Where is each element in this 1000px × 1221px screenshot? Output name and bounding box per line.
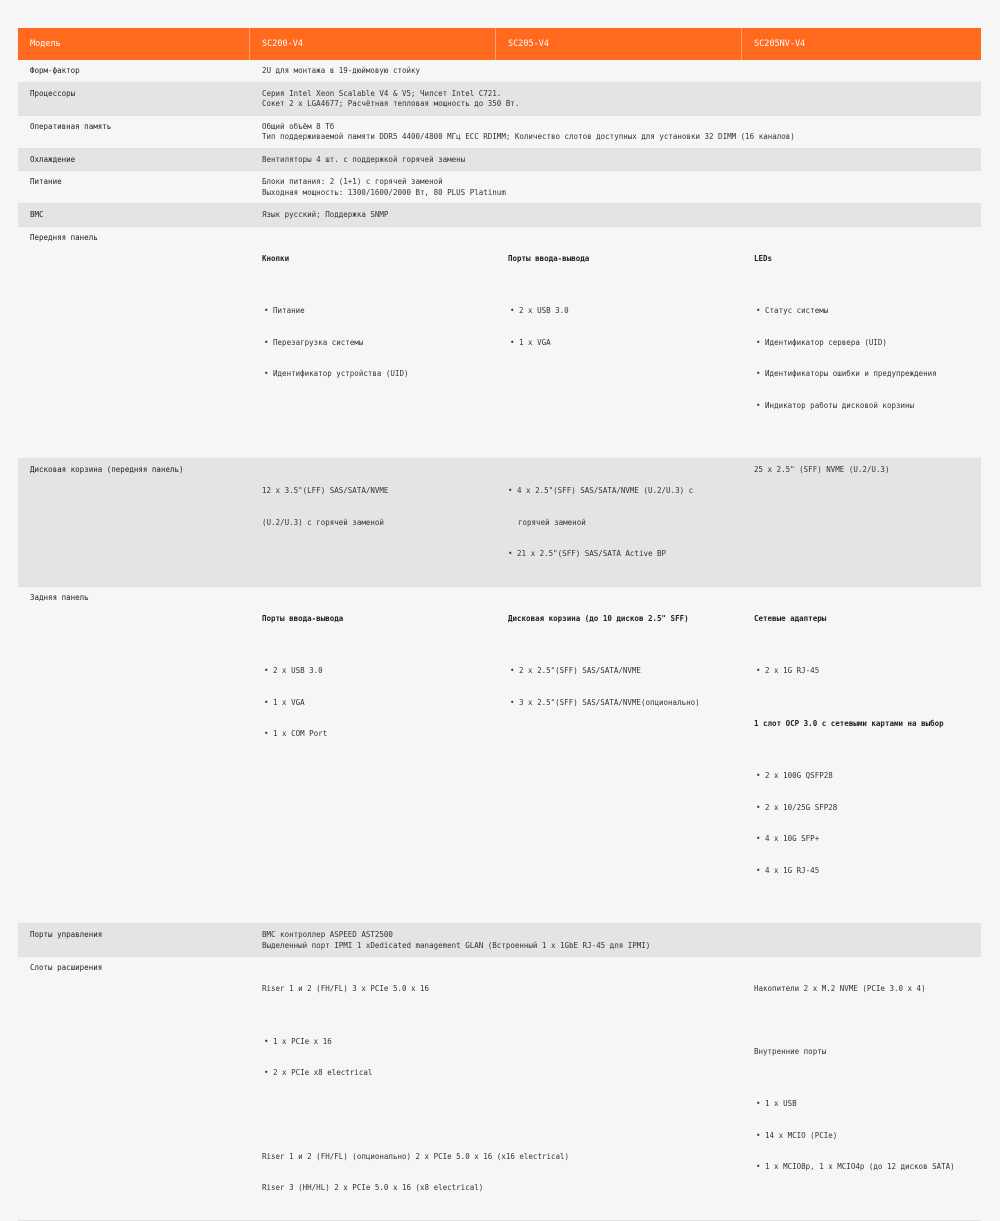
text-line: горячей заменой xyxy=(518,517,586,527)
bullet-list xyxy=(262,285,484,401)
row-label: Питание xyxy=(30,177,62,186)
row-value: Вентиляторы 4 шт. с поддержкой горячей замены xyxy=(262,154,466,164)
list-item: • 4 x 1G RJ-45 xyxy=(756,866,969,877)
bullet-list xyxy=(508,285,730,369)
header-sc200: SC200-V4 xyxy=(250,28,496,60)
text-line: Выделенный порт IPMI 1 xDedicated management GLAN (Встроенный 1 x 1GbE RJ-45 для IPMI) xyxy=(262,940,651,950)
text-line: 21 x 2.5"(SFF) SAS/SATA Active BP xyxy=(517,549,667,558)
table-row xyxy=(18,957,981,1221)
row-value xyxy=(250,924,981,956)
list-item: • 1 x VGA xyxy=(264,698,484,709)
text-line: Riser 3 (HH/HL) 2 x PCIe 5.0 x 16 (x8 electrical) xyxy=(262,1183,484,1192)
text-line: Накопители 2 x M.2 NVME (PCIe 3.0 x 4) xyxy=(754,984,926,993)
header-model: Модель xyxy=(18,28,250,60)
bay-sc200 xyxy=(250,459,496,586)
bay-sc205nv: 25 x 2.5" (SFF) NVME (U.2/U.3) xyxy=(754,465,890,474)
text-line: Riser 1 и 2 (FH/FL) 3 x PCIe 5.0 x 16 xyxy=(262,984,430,993)
bullet-list xyxy=(754,645,969,698)
bullet-list xyxy=(754,285,969,432)
row-value: 2U для монтажа в 19-дюймовую стойку xyxy=(262,66,421,75)
list-item: • 1 x MCIO8p, 1 x MCIO4p (до 12 дисков SATA) xyxy=(756,1162,969,1173)
bullet-list xyxy=(508,645,730,729)
text-line: Серия Intel Xeon Scalable V4 & V5; Чипсет Intel C721. xyxy=(262,88,502,98)
slots-storage xyxy=(742,957,981,1220)
table-row xyxy=(18,459,981,587)
front-ports xyxy=(496,227,742,459)
cell-title: Внутренние порты xyxy=(754,1046,827,1056)
list-item: • 14 x MCIO (PCIe) xyxy=(756,1131,969,1142)
list-item: • 2 x 10/25G SFP28 xyxy=(756,803,969,814)
row-label: Охлаждение xyxy=(30,154,76,164)
cell-title: Порты ввода-вывода xyxy=(262,613,344,623)
row-label: BMC xyxy=(30,210,44,219)
table-row xyxy=(18,204,981,227)
list-item: • 1 x PCIe x 16 xyxy=(264,1037,730,1048)
row-label: Дисковая корзина (передняя панель) xyxy=(30,465,184,474)
table-row xyxy=(18,149,981,172)
row-value: Язык русский; Поддержка SNMP xyxy=(262,210,389,219)
list-item: • 1 x USB xyxy=(756,1099,969,1110)
cell-subtitle: 1 слот OCP 3.0 с сетевыми картами на выбор xyxy=(754,718,944,728)
cell-title: Дисковая корзина (до 10 дисков 2.5" SFF) xyxy=(508,613,689,623)
row-label: Форм-фактор xyxy=(30,66,80,75)
list-item: • 1 x VGA xyxy=(510,338,730,349)
row-value xyxy=(250,171,981,203)
list-item: • 3 x 2.5"(SFF) SAS/SATA/NVME(опционально) xyxy=(510,698,730,709)
bay-sc205 xyxy=(496,459,742,586)
list-item: • Идентификатор устройства (UID) xyxy=(264,369,484,380)
text-line: (U.2/U.3) с горячей заменой xyxy=(262,517,384,527)
text-line: Тип поддерживаемой памяти DDR5 4400/4800 МГц ECC RDIMM; Количество слотов доступных для установки 32 DIMM (16 каналов) xyxy=(262,132,795,141)
list-item: • 2 x USB 3.0 xyxy=(264,666,484,677)
bullet-list xyxy=(262,645,484,761)
table-row xyxy=(18,587,981,925)
bullet-list xyxy=(754,750,969,897)
table-row xyxy=(18,83,981,116)
row-label: Слоты расширения xyxy=(30,963,103,972)
rear-network xyxy=(742,587,981,924)
bullet-list xyxy=(262,1016,730,1100)
header-sc205nv: SC205NV-V4 xyxy=(754,39,806,49)
cell-title: Порты ввода-вывода xyxy=(508,253,590,263)
text-line: Riser 1 и 2 (FH/FL) (опционально) 2 x PCIe 5.0 x 16 (x16 electrical) xyxy=(262,1151,570,1161)
list-item: • Идентификатор сервера (UID) xyxy=(756,338,969,349)
text-line: Общий объём 8 Тб xyxy=(262,121,335,131)
list-item: • Идентификаторы ошибки и предупреждения xyxy=(756,369,969,380)
rear-bay xyxy=(496,587,742,924)
text-line: Сокет 2 x LGA4677; Расчётная тепловая мощность до 350 Вт. xyxy=(262,99,520,108)
row-label: Оперативная память xyxy=(30,121,112,131)
bullet-list xyxy=(754,1078,969,1194)
cell-title: Сетевые адаптеры xyxy=(754,613,827,623)
front-buttons xyxy=(250,227,496,459)
row-label: Передняя панель xyxy=(30,232,98,242)
slots-risers xyxy=(250,957,742,1220)
row-label: Процессоры xyxy=(30,88,76,98)
table-row xyxy=(18,924,981,957)
text-line: 4 x 2.5"(SFF) SAS/SATA/NVME (U.2/U.3) с xyxy=(517,486,694,495)
row-value xyxy=(250,83,981,115)
table-header xyxy=(18,28,981,60)
list-item: • 2 x USB 3.0 xyxy=(510,306,730,317)
table-row xyxy=(18,171,981,204)
list-item: • 4 x 2.5"(SFF) SAS/SATA/NVME (U.2/U.3) с xyxy=(508,486,694,495)
list-item: • Статус системы xyxy=(756,306,969,317)
row-label: Порты управления xyxy=(30,930,103,939)
list-item: • 1 x COM Port xyxy=(264,729,484,740)
list-item: • 2 x 100G QSFP28 xyxy=(756,771,969,782)
table-row xyxy=(18,227,981,460)
row-value xyxy=(250,116,981,148)
list-item: • 2 x PCIe x8 electrical xyxy=(264,1068,730,1079)
list-item: • Перезагрузка системы xyxy=(264,338,484,349)
list-item: • Индикатор работы дисковой корзины xyxy=(756,401,969,412)
text-line: 12 x 3.5"(LFF) SAS/SATA/NVME xyxy=(262,486,389,495)
list-item: • Питание xyxy=(264,306,484,317)
cell-title: Кнопки xyxy=(262,253,290,263)
front-leds xyxy=(742,227,981,459)
list-item: • 4 x 10G SFP+ xyxy=(756,834,969,845)
spec-table xyxy=(18,28,981,1221)
text-line: Выходная мощность: 1300/1600/2000 Вт, 80 PLUS Platinum xyxy=(262,187,506,197)
header-sc205: SC205-V4 xyxy=(496,28,742,60)
list-item: • 2 x 1G RJ-45 xyxy=(756,666,969,677)
row-label: Задняя панель xyxy=(30,592,89,602)
list-item: • 2 x 2.5"(SFF) SAS/SATA/NVME xyxy=(510,666,730,677)
table-row xyxy=(18,60,981,83)
cell-title: LEDs xyxy=(754,253,773,263)
text-line: BMC контроллер ASPEED AST2500 xyxy=(262,930,393,939)
text-line: Блоки питания: 2 (1+1) с горячей заменой xyxy=(262,177,443,186)
list-item: • 21 x 2.5"(SFF) SAS/SATA Active BP xyxy=(508,549,667,558)
table-row xyxy=(18,116,981,149)
rear-ports xyxy=(250,587,496,924)
